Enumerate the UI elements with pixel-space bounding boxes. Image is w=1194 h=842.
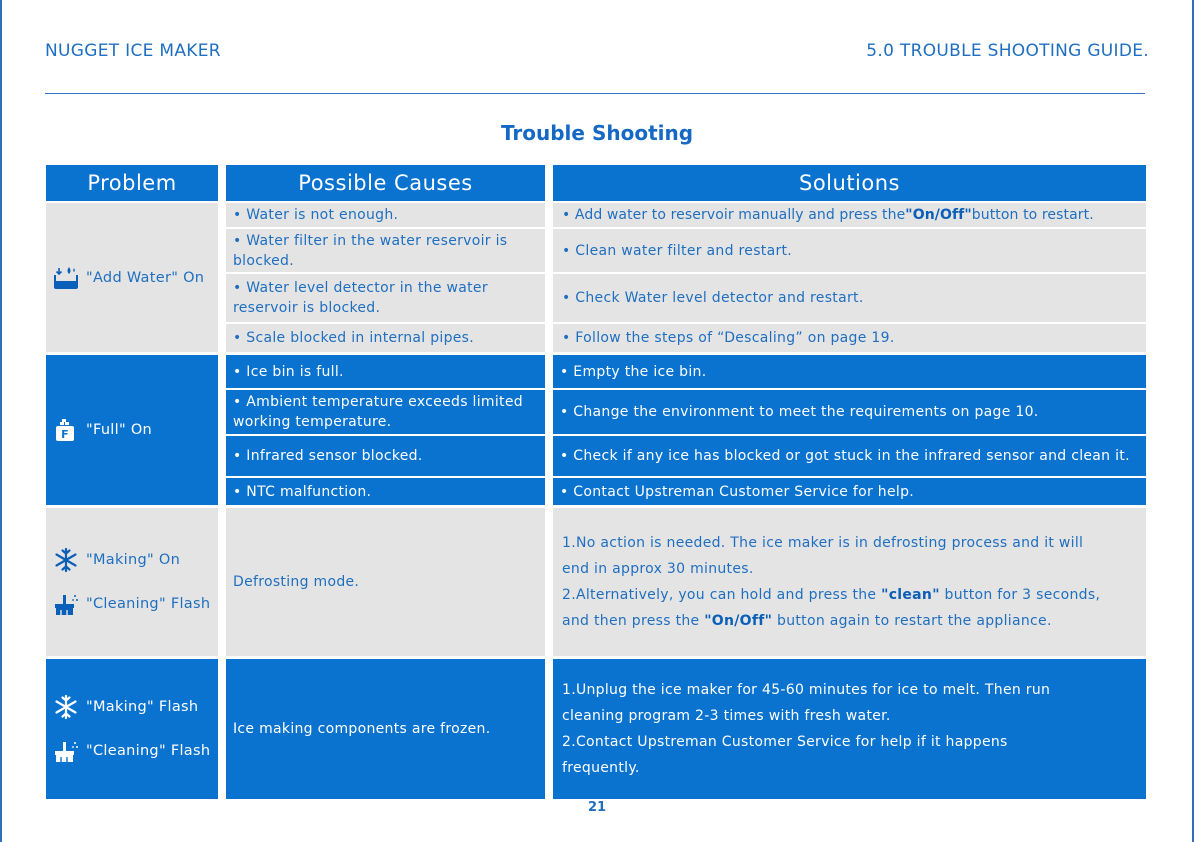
header-section-title: 5.0 TROUBLE SHOOTING GUIDE. — [866, 41, 1149, 61]
solution-line: end in approx 30 minutes. — [562, 561, 754, 577]
cause-cell: Ice making components are frozen. — [226, 659, 545, 799]
page-title: Trouble Shooting — [500, 121, 694, 145]
header-product-name: NUGGET ICE MAKER — [45, 41, 221, 61]
solution-text: button again to restart the appliance. — [772, 613, 1052, 629]
cause-cell: • Water filter in the water reservoir is blocked. — [226, 229, 545, 272]
solution-cell — [553, 508, 1146, 656]
column-header-causes: Possible Causes — [226, 165, 545, 201]
problem-add-water — [46, 203, 218, 352]
solution-text: button to restart. — [971, 207, 1094, 223]
problem-label: "Add Water" On — [86, 269, 205, 286]
problem-label: "Cleaning" Flash — [86, 596, 211, 612]
solution-cell: • Clean water filter and restart. — [553, 229, 1146, 272]
problem-label: "Cleaning" Flash — [86, 743, 211, 759]
header-divider — [45, 93, 1145, 94]
page-number: 21 — [587, 800, 607, 815]
problem-item — [52, 418, 152, 442]
solution-paragraph — [562, 530, 1100, 634]
solution-text: • Add water to reservoir manually and press the — [562, 207, 906, 223]
problem-full — [46, 355, 218, 505]
snowflake-icon — [52, 548, 80, 572]
solution-text: and then press the — [562, 613, 705, 629]
solution-line: 2.Contact Upstreman Customer Service for help if it happens — [562, 734, 1008, 750]
solution-line: 1.Unplug the ice maker for 45-60 minutes for ice to melt. Then run — [562, 682, 1051, 698]
full-bin-icon — [52, 418, 80, 442]
solution-cell — [553, 203, 1146, 227]
solution-line: cleaning program 2-3 times with fresh water. — [562, 708, 891, 724]
column-header-solutions: Solutions — [553, 165, 1146, 201]
cleaning-brush-icon — [52, 739, 80, 763]
cause-cell: • Ice bin is full. — [226, 355, 545, 388]
cause-cell: • Infrared sensor blocked. — [226, 436, 545, 476]
snowflake-icon — [52, 695, 80, 719]
solution-text: 2.Alternatively, you can hold and press the — [562, 587, 882, 603]
problem-making-flash — [46, 659, 218, 799]
clean-button-ref: "clean" — [881, 587, 940, 603]
solution-line — [562, 608, 1100, 634]
solution-cell — [553, 659, 1146, 799]
column-header-problem: Problem — [46, 165, 218, 201]
solution-cell: • Check if any ice has blocked or got stuck in the infrared sensor and clean it. — [553, 436, 1146, 476]
problem-label: "Making" On — [86, 552, 181, 568]
problem-label: "Full" On — [86, 422, 153, 438]
problem-item — [52, 548, 180, 572]
problem-label: "Making" Flash — [86, 699, 199, 715]
solution-cell: • Change the environment to meet the requirements on page 10. — [553, 390, 1146, 434]
add-water-icon — [52, 266, 80, 290]
solution-cell: • Empty the ice bin. — [553, 355, 1146, 388]
cleaning-brush-icon — [52, 592, 80, 616]
problem-item — [52, 592, 210, 616]
on-off-button-ref: "On/Off" — [704, 613, 773, 629]
solution-text: button for 3 seconds, — [939, 587, 1101, 603]
on-off-button-ref: "On/Off" — [905, 207, 972, 223]
solution-cell: • Follow the steps of “Descaling” on page 19. — [553, 324, 1146, 352]
solution-line — [562, 582, 1100, 608]
solution-line: 1.No action is needed. The ice maker is in defrosting process and it will — [562, 535, 1084, 551]
problem-item — [52, 739, 210, 763]
solution-line: frequently. — [562, 760, 640, 776]
svg-text:F: F — [61, 428, 69, 441]
cause-cell: Defrosting mode. — [226, 508, 545, 656]
cause-cell: • Ambient temperature exceeds limited working temperature. — [226, 390, 545, 434]
problem-making-on — [46, 508, 218, 656]
cause-cell: • Water level detector in the water reservoir is blocked. — [226, 274, 545, 322]
cause-cell: • Scale blocked in internal pipes. — [226, 324, 545, 352]
solution-cell: • Check Water level detector and restart. — [553, 274, 1146, 322]
solution-cell: • Contact Upstreman Customer Service for help. — [553, 478, 1146, 505]
problem-item — [52, 266, 204, 290]
problem-item — [52, 695, 198, 719]
cause-cell: • NTC malfunction. — [226, 478, 545, 505]
solution-paragraph — [562, 677, 1050, 781]
cause-cell: • Water is not enough. — [226, 203, 545, 227]
